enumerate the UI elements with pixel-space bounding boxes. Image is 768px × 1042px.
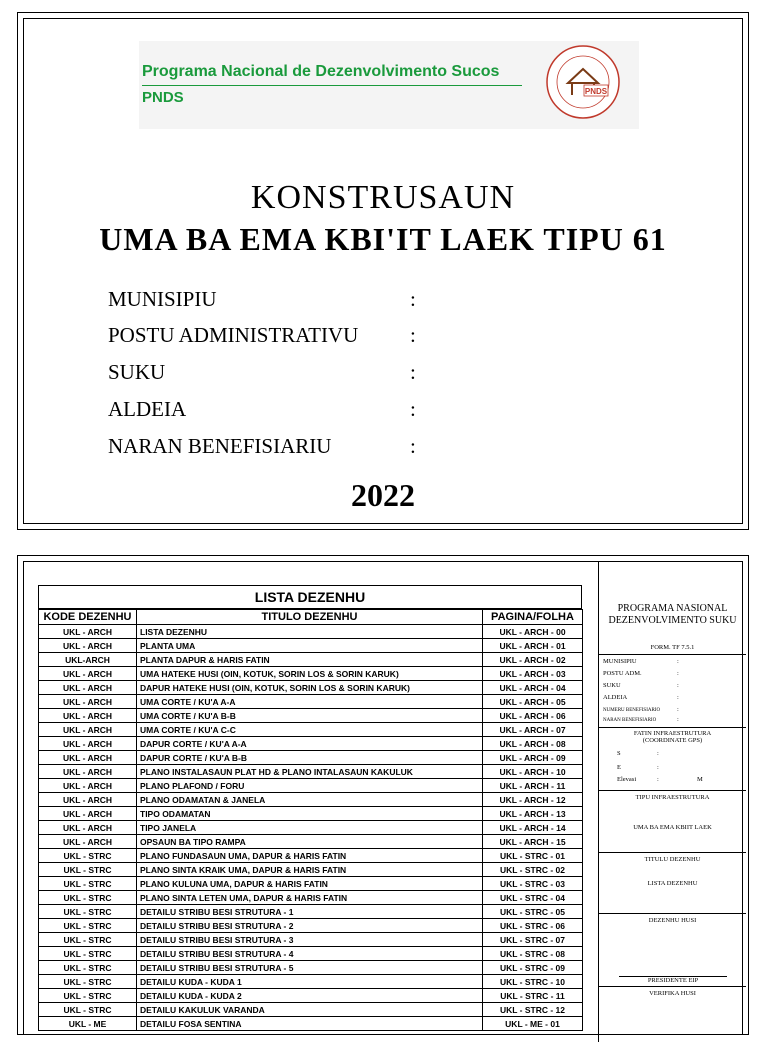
row-kode: UKL - STRC [39, 1003, 137, 1017]
header-kode: KODE DEZENHU [39, 610, 137, 625]
row-pagina: UKL - STRC - 03 [483, 877, 583, 891]
row-titulo: DETAILU FOSA SENTINA [137, 1017, 483, 1031]
row-titulo: DETAILU STRIBU BESI STRUTURA - 1 [137, 905, 483, 919]
row-pagina: UKL - STRC - 12 [483, 1003, 583, 1017]
row-pagina: UKL - ARCH - 14 [483, 821, 583, 835]
row-pagina: UKL - ARCH - 09 [483, 751, 583, 765]
tb-field-numeru: NUMERU BENEFISIARIO [603, 708, 661, 713]
drawing-list [38, 585, 582, 1031]
table-row [39, 625, 583, 639]
program-abbr: PNDS [142, 89, 184, 106]
row-titulo: PLANO INSTALASAUN PLAT HD & PLANO INTALASAUN KAKULUK [137, 765, 483, 779]
table-header-row [39, 610, 583, 625]
row-kode: UKL - ARCH [39, 793, 137, 807]
drawing-list-sheet [17, 555, 749, 1035]
table-row [39, 961, 583, 975]
tb-organization [599, 603, 746, 627]
row-titulo: TIPO JANELA [137, 821, 483, 835]
row-pagina: UKL - ARCH - 12 [483, 793, 583, 807]
tb-verifika: VERIFIKA HUSI [649, 990, 696, 997]
field-postu-colon: : [410, 323, 416, 347]
table-row [39, 947, 583, 961]
table-row [39, 877, 583, 891]
row-kode: UKL - ARCH [39, 807, 137, 821]
row-kode: UKL - ARCH [39, 751, 137, 765]
row-pagina: UKL - STRC - 11 [483, 989, 583, 1003]
row-pagina: UKL - STRC - 10 [483, 975, 583, 989]
row-titulo: DAPUR CORTE / KU'A B-B [137, 751, 483, 765]
tb-gps-s: S [617, 750, 621, 757]
row-titulo: DETAILU KUDA - KUDA 2 [137, 989, 483, 1003]
title-line-2: UMA BA EMA KBI'IT LAEK TIPU 61 [99, 221, 667, 257]
row-pagina: UKL - STRC - 08 [483, 947, 583, 961]
tb-titulu-value: LISTA DEZENHU [647, 880, 698, 887]
row-titulo: OPSAUN BA TIPO RAMPA [137, 835, 483, 849]
row-kode: UKL - ARCH [39, 625, 137, 639]
row-kode: UKL - STRC [39, 849, 137, 863]
row-kode: UKL - STRC [39, 947, 137, 961]
row-pagina: UKL - ARCH - 08 [483, 737, 583, 751]
tb-divider [599, 986, 746, 987]
tb-gps-colon: : [657, 776, 659, 783]
row-pagina: UKL - STRC - 01 [483, 849, 583, 863]
cover-inner-border [23, 18, 743, 524]
seal-abbr: PNDS [584, 87, 608, 96]
row-kode: UKL - STRC [39, 933, 137, 947]
drawing-list-body [39, 625, 583, 1031]
row-pagina: UKL - ARCH - 13 [483, 807, 583, 821]
row-pagina: UKL - STRC - 05 [483, 905, 583, 919]
row-titulo: DETAILU KAKULUK VARANDA [137, 1003, 483, 1017]
row-kode: UKL - STRC [39, 863, 137, 877]
tb-field-suku: SUKU [603, 682, 621, 689]
row-titulo: TIPO ODAMATAN [137, 807, 483, 821]
year: 2022 [351, 477, 415, 513]
table-row [39, 751, 583, 765]
row-titulo: PLANO PLAFOND / FORU [137, 779, 483, 793]
tb-field-colon: : [677, 706, 679, 713]
tb-field-colon: : [677, 682, 679, 689]
table-row [39, 709, 583, 723]
row-kode: UKL - ARCH [39, 709, 137, 723]
row-titulo: DETAILU STRIBU BESI STRUTURA - 4 [137, 947, 483, 961]
row-titulo: LISTA DEZENHU [137, 625, 483, 639]
tb-gps-title-1: FATIN INFRAESTRUTURA [633, 730, 712, 737]
row-kode: UKL - ARCH [39, 779, 137, 793]
tb-gps-unit: M [697, 776, 703, 783]
field-munisipiu-colon: : [410, 287, 416, 311]
table-row [39, 863, 583, 877]
program-name: Programa Nacional de Dezenvolvimento Sucos [142, 63, 500, 80]
row-kode: UKL - STRC [39, 961, 137, 975]
row-kode: UKL - STRC [39, 891, 137, 905]
row-pagina: UKL - ARCH - 07 [483, 723, 583, 737]
table-row [39, 793, 583, 807]
field-aldeia-colon: : [410, 397, 416, 421]
tb-org-line-1: PROGRAMA NASIONAL [617, 603, 728, 614]
row-titulo: PLANTA DAPUR & HARIS FATIN [137, 653, 483, 667]
field-postu-label: POSTU ADMINISTRATIVU [108, 323, 359, 347]
row-pagina: UKL - ARCH - 00 [483, 625, 583, 639]
row-titulo: UMA CORTE / KU'A C-C [137, 723, 483, 737]
row-kode: UKL - ME [39, 1017, 137, 1031]
row-pagina: UKL - ARCH - 11 [483, 779, 583, 793]
tb-gps-elevasi: Elevasi [617, 776, 637, 783]
tb-field-naran: NARAN BENEFISIARIO [603, 718, 657, 723]
field-naran-colon: : [410, 434, 416, 458]
title-block [598, 562, 746, 1042]
row-titulo: PLANO FUNDASAUN UMA, DAPUR & HARIS FATIN [137, 849, 483, 863]
table-row [39, 835, 583, 849]
row-titulo: UMA CORTE / KU'A B-B [137, 709, 483, 723]
row-kode: UKL - ARCH [39, 835, 137, 849]
tb-field-colon: : [677, 716, 679, 723]
table-row [39, 919, 583, 933]
tb-field-postu: POSTU ADM. [603, 670, 642, 677]
row-titulo: UMA HATEKE HUSI (OIN, KOTUK, SORIN LOS & SORIN KARUK) [137, 667, 483, 681]
field-suku-colon: : [410, 360, 416, 384]
row-titulo: DETAILU STRIBU BESI STRUTURA - 3 [137, 933, 483, 947]
table-row [39, 681, 583, 695]
row-titulo: DETAILU STRIBU BESI STRUTURA - 2 [137, 919, 483, 933]
tb-divider [599, 913, 746, 914]
row-titulo: PLANO ODAMATAN & JANELA [137, 793, 483, 807]
row-kode: UKL - STRC [39, 905, 137, 919]
row-pagina: UKL - STRC - 09 [483, 961, 583, 975]
row-kode: UKL - STRC [39, 989, 137, 1003]
tb-dezenhu-husi: DEZENHU HUSI [648, 917, 697, 924]
field-suku-label: SUKU [108, 360, 166, 384]
row-titulo: DAPUR CORTE / KU'A A-A [137, 737, 483, 751]
row-pagina: UKL - ARCH - 01 [483, 639, 583, 653]
table-row [39, 849, 583, 863]
row-pagina: UKL - STRC - 07 [483, 933, 583, 947]
row-kode: UKL - ARCH [39, 765, 137, 779]
row-pagina: UKL - ARCH - 15 [483, 835, 583, 849]
tb-titulu-label: TITULU DEZENHU [644, 856, 701, 863]
row-titulo: PLANO SINTA LETEN UMA, DAPUR & HARIS FATIN [137, 891, 483, 905]
field-aldeia-label: ALDEIA [108, 397, 187, 421]
row-pagina: UKL - ME - 01 [483, 1017, 583, 1031]
row-pagina: UKL - ARCH - 03 [483, 667, 583, 681]
row-kode: UKL - ARCH [39, 821, 137, 835]
row-titulo: PLANTA UMA [137, 639, 483, 653]
row-titulo: UMA CORTE / KU'A A-A [137, 695, 483, 709]
tb-field-colon: : [677, 658, 679, 665]
tb-field-aldeia: ALDEIA [603, 694, 628, 701]
table-row [39, 695, 583, 709]
row-pagina: UKL - ARCH - 05 [483, 695, 583, 709]
tb-gps-colon: : [657, 764, 659, 771]
row-kode: UKL - ARCH [39, 723, 137, 737]
table-row [39, 737, 583, 751]
table-row [39, 639, 583, 653]
tb-divider [599, 654, 746, 655]
row-titulo: PLANO KULUNA UMA, DAPUR & HARIS FATIN [137, 877, 483, 891]
row-kode: UKL - ARCH [39, 639, 137, 653]
table-row [39, 891, 583, 905]
table-row [39, 765, 583, 779]
row-pagina: UKL - ARCH - 06 [483, 709, 583, 723]
row-kode: UKL - STRC [39, 919, 137, 933]
row-titulo: DETAILU KUDA - KUDA 1 [137, 975, 483, 989]
row-titulo: DETAILU STRIBU BESI STRUTURA - 5 [137, 961, 483, 975]
tb-divider [599, 727, 746, 728]
row-pagina: UKL - STRC - 06 [483, 919, 583, 933]
row-pagina: UKL - ARCH - 02 [483, 653, 583, 667]
table-row [39, 989, 583, 1003]
row-pagina: UKL - ARCH - 10 [483, 765, 583, 779]
field-naran-label: NARAN BENEFISIARIU [108, 434, 332, 458]
tb-divider [599, 790, 746, 791]
row-kode: UKL - STRC [39, 975, 137, 989]
row-kode: UKL - ARCH [39, 667, 137, 681]
title-line-1: KONSTRUSAUN [250, 179, 516, 216]
row-pagina: UKL - STRC - 04 [483, 891, 583, 905]
drawing-list-title: LISTA DEZENHU [38, 585, 582, 609]
tb-form-code: FORM. TF 7.5.1 [650, 644, 695, 651]
row-titulo: PLANO SINTA KRAIK UMA, DAPUR & HARIS FATIN [137, 863, 483, 877]
tb-field-munisipiu: MUNISIPIU [603, 658, 637, 665]
tb-org-line-2: DEZENVOLVIMENTO SUKU [608, 615, 737, 626]
tb-divider [599, 852, 746, 853]
drawing-list-table [38, 609, 583, 1031]
table-row [39, 653, 583, 667]
tb-gps-title-2: (COORDINATE GPS) [642, 737, 703, 744]
header-pagina: PAGINA/FOLHA [483, 610, 583, 625]
pnds-seal-logo [544, 43, 622, 121]
tb-field-colon: : [677, 670, 679, 677]
tb-tipu-value: UMA BA EMA KBIIT LAEK [633, 824, 712, 831]
table-row [39, 723, 583, 737]
table-row [39, 933, 583, 947]
row-pagina: UKL - STRC - 02 [483, 863, 583, 877]
program-rule [142, 85, 522, 86]
tb-presidente: PRESIDENTE EIP [619, 976, 727, 984]
row-kode: UKL - ARCH [39, 695, 137, 709]
header-titulo: TITULO DEZENHU [137, 610, 483, 625]
row-pagina: UKL - ARCH - 04 [483, 681, 583, 695]
sheet-inner-border [23, 561, 743, 1034]
field-munisipiu-label: MUNISIPIU [108, 287, 217, 311]
row-titulo: DAPUR HATEKE HUSI (OIN, KOTUK, SORIN LOS & SORIN KARUK) [137, 681, 483, 695]
tb-gps-colon: : [657, 750, 659, 757]
table-row [39, 667, 583, 681]
row-kode: UKL-ARCH [39, 653, 137, 667]
row-kode: UKL - STRC [39, 877, 137, 891]
tb-tipu-label: TIPU INFRAESTRUTURA [635, 794, 710, 801]
table-row [39, 821, 583, 835]
table-row [39, 905, 583, 919]
table-row [39, 779, 583, 793]
cover-sheet [17, 12, 749, 530]
table-row [39, 807, 583, 821]
row-kode: UKL - ARCH [39, 737, 137, 751]
table-row [39, 1003, 583, 1017]
row-kode: UKL - ARCH [39, 681, 137, 695]
tb-gps-e: E [617, 764, 621, 771]
table-row [39, 975, 583, 989]
tb-field-colon: : [677, 694, 679, 701]
